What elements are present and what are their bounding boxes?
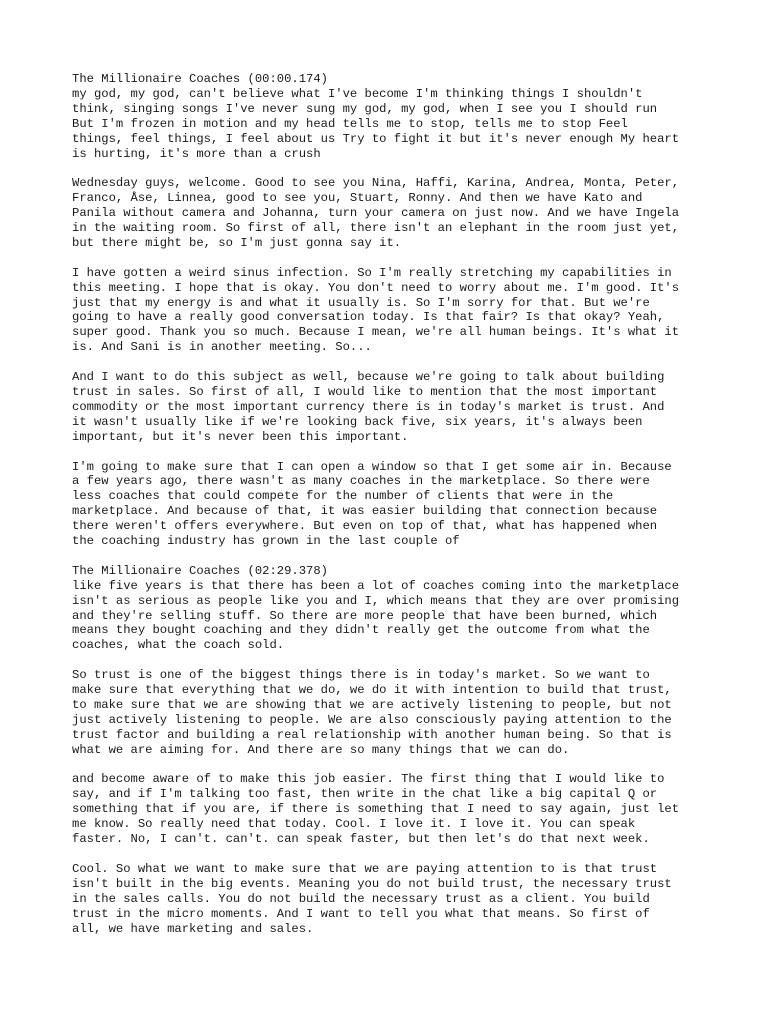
text-line: is hurting, it's more than a crush	[72, 146, 321, 161]
text-line: Franco, Åse, Linnea, good to see you, Stuart, Ronny. And then we have Kato and	[72, 191, 643, 206]
text-line: But I'm frozen in motion and my head tells me to stop, tells me to stop Feel	[72, 116, 628, 131]
text-line: the coaching industry has grown in the last couple of	[72, 534, 460, 549]
text-line: this meeting. I hope that is okay. You don't need to worry about me. I'm good. It's	[72, 280, 680, 295]
text-line: just actively listening to people. We are also consciously paying attention to the	[72, 712, 672, 727]
text-line: and they're selling stuff. So there are more people that have been burned, which	[72, 608, 658, 623]
text-line: going to have a really good conversation today. Is that fair? Is that okay? Yeah,	[72, 310, 665, 325]
text-line: means they bought coaching and they didn't really get the outcome from what the	[72, 623, 650, 638]
transcript-block-6	[72, 564, 712, 653]
text-line: isn't built in the big events. Meaning you do not build trust, the necessary trust	[72, 876, 672, 891]
transcript-block-8	[72, 772, 712, 847]
text-line: my god, my god, can't believe what I've become I'm thinking things I shouldn't	[72, 86, 643, 101]
text-line: to make sure that we are showing that we are actively listening to people, but not	[72, 697, 672, 712]
text-line: faster. No, I can't. can't. can speak faster, but then let's do that next week.	[72, 832, 650, 847]
text-line: super good. Thank you so much. Because I mean, we're all human beings. It's what it	[72, 325, 680, 340]
text-line: trust in the micro moments. And I want to tell you what that means. So first of	[72, 906, 650, 921]
transcript-block-9	[72, 862, 712, 937]
text-line: it wasn't usually like if we're looking back five, six years, it's always been	[72, 414, 643, 429]
text-line: but there might be, so I'm just gonna say it.	[72, 235, 402, 250]
text-line: is. And Sani is in another meeting. So...	[72, 340, 372, 355]
text-line: And I want to do this subject as well, because we're going to talk about building	[72, 370, 665, 385]
text-line: like five years is that there has been a lot of coaches coming into the marketplace	[72, 578, 680, 593]
text-line: there weren't offers everywhere. But even on top of that, what has happened when	[72, 519, 658, 534]
speaker-timestamp: The Millionaire Coaches (00:00.174)	[72, 72, 328, 86]
text-line: all, we have marketing and sales.	[72, 921, 314, 936]
transcript-block-5	[72, 460, 712, 549]
text-line: something that if you are, if there is something that I need to say again, just let	[72, 802, 680, 817]
text-line: me know. So really need that today. Cool. I love it. I love it. You can speak	[72, 817, 636, 832]
text-line: less coaches that could compete for the number of clients that were in the	[72, 489, 614, 504]
speaker-timestamp: The Millionaire Coaches (02:29.378)	[72, 563, 328, 578]
text-line: So trust is one of the biggest things there is in today's market. So we want to	[72, 668, 650, 683]
text-line: just that my energy is and what it usually is. So I'm sorry for that. But we're	[72, 295, 650, 310]
transcript-block-1	[72, 72, 712, 161]
text-line: say, and if I'm talking too fast, then write in the chat like a big capital Q or	[72, 787, 658, 802]
transcript-page	[72, 72, 712, 951]
text-line: commodity or the most important currency there is in today's market is trust. And	[72, 399, 665, 414]
text-line: in the sales calls. You do not build the necessary trust as a client. You build	[72, 891, 650, 906]
text-line: what we are aiming for. And there are so many things that we can do.	[72, 742, 570, 757]
text-line: in the waiting room. So first of all, there isn't an elephant in the room just yet,	[72, 221, 680, 236]
text-line: things, feel things, I feel about us Try to fight it but it's never enough My heart	[72, 131, 680, 146]
text-line: marketplace. And because of that, it was easier building that connection because	[72, 504, 658, 519]
text-line: trust factor and building a real relationship with another human being. So that is	[72, 727, 672, 742]
transcript-block-7	[72, 668, 712, 757]
text-line: a few years ago, there wasn't as many coaches in the marketplace. So there were	[72, 474, 650, 489]
text-line: I'm going to make sure that I can open a window so that I get some air in. Because	[72, 459, 672, 474]
text-line: Cool. So what we want to make sure that we are paying attention to is that trust	[72, 861, 658, 876]
transcript-block-3	[72, 266, 712, 355]
text-line: and become aware of to make this job easier. The first thing that I would like to	[72, 772, 665, 787]
text-line: important, but it's never been this important.	[72, 429, 409, 444]
text-line: trust in sales. So first of all, I would like to mention that the most important	[72, 384, 658, 399]
text-line: Wednesday guys, welcome. Good to see you Nina, Haffi, Karina, Andrea, Monta, Peter,	[72, 176, 680, 191]
text-line: isn't as serious as people like you and I, which means that they are over promising	[72, 593, 680, 608]
text-line: I have gotten a weird sinus infection. So I'm really stretching my capabilities in	[72, 265, 672, 280]
transcript-block-4	[72, 370, 712, 445]
text-line: think, singing songs I've never sung my god, my god, when I see you I should run	[72, 101, 658, 116]
text-line: make sure that everything that we do, we do it with intention to build that trust,	[72, 683, 672, 698]
transcript-block-2	[72, 176, 712, 251]
text-line: coaches, what the coach sold.	[72, 638, 285, 653]
text-line: Panila without camera and Johanna, turn your camera on just now. And we have Ingela	[72, 206, 680, 221]
